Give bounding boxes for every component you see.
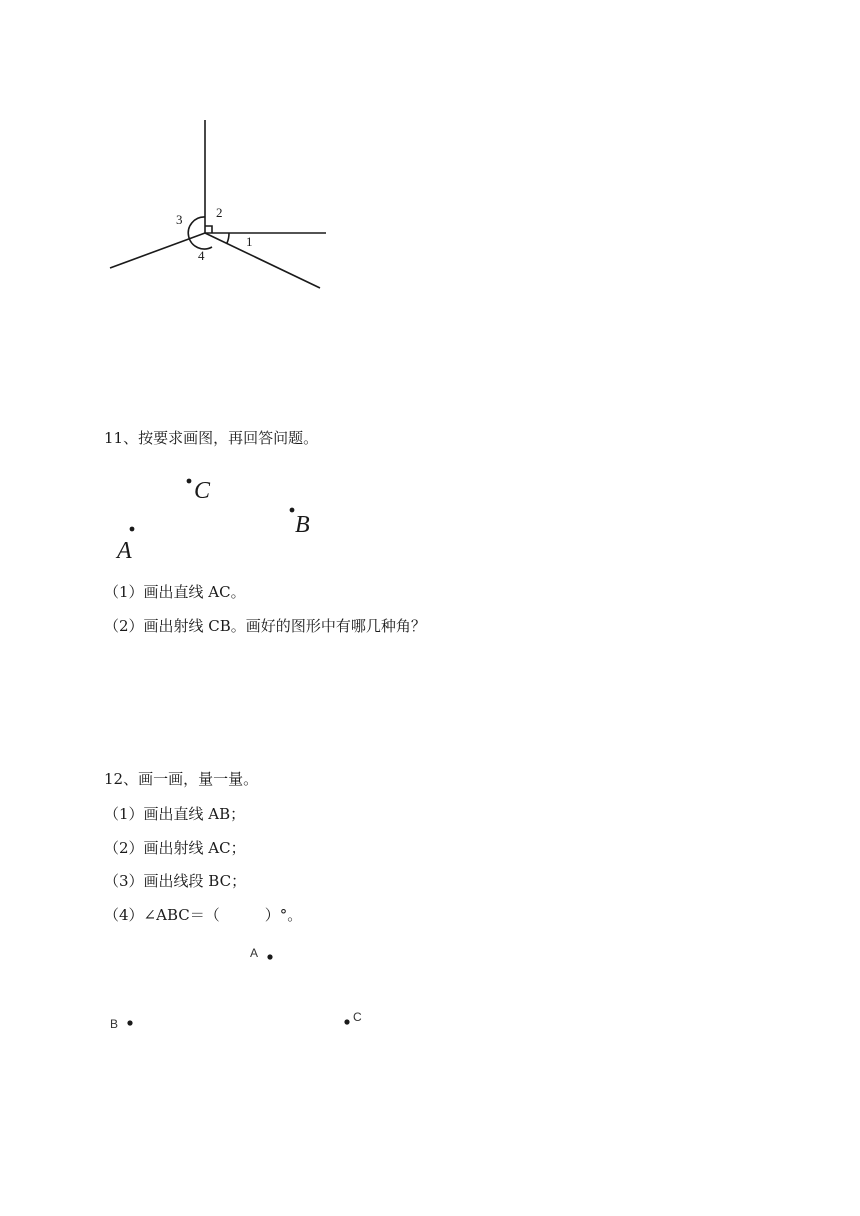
q12-item-2: （2）画出射线 AC； [104, 839, 246, 857]
q12-point-c-dot [344, 1019, 349, 1024]
angle-label-2: 2 [216, 205, 223, 220]
q12-point-b-dot [127, 1020, 132, 1025]
angle-label-1: 1 [246, 234, 253, 249]
q11-point-c-label: C [194, 478, 211, 504]
q12-point-c-label: C [353, 1010, 362, 1024]
q11-point-a-label: A [117, 538, 132, 564]
q11-item-1: （1）画出直线 AC。 [104, 583, 246, 601]
q12-item-3: （3）画出线段 BC； [104, 872, 247, 890]
q12-point-a-dot [267, 954, 272, 959]
q11-item-2: （2）画出射线 CB。画好的图形中有哪几种角？ [104, 617, 426, 635]
q11-title: 11、按要求画图，再回答问题。 [104, 429, 319, 447]
q12-item-4: （4）∠ABC＝（ ）°。 [104, 906, 303, 924]
angle-label-3: 3 [176, 212, 183, 227]
q12-point-b-label: B [110, 1017, 119, 1031]
q11-point-b-label: B [295, 512, 310, 538]
q12-item-1: （1）画出直线 AB； [104, 805, 246, 823]
q12-point-a-label: A [250, 946, 259, 960]
q12-title: 12、画一画，量一量。 [104, 770, 259, 788]
angle-label-4: 4 [198, 248, 205, 263]
